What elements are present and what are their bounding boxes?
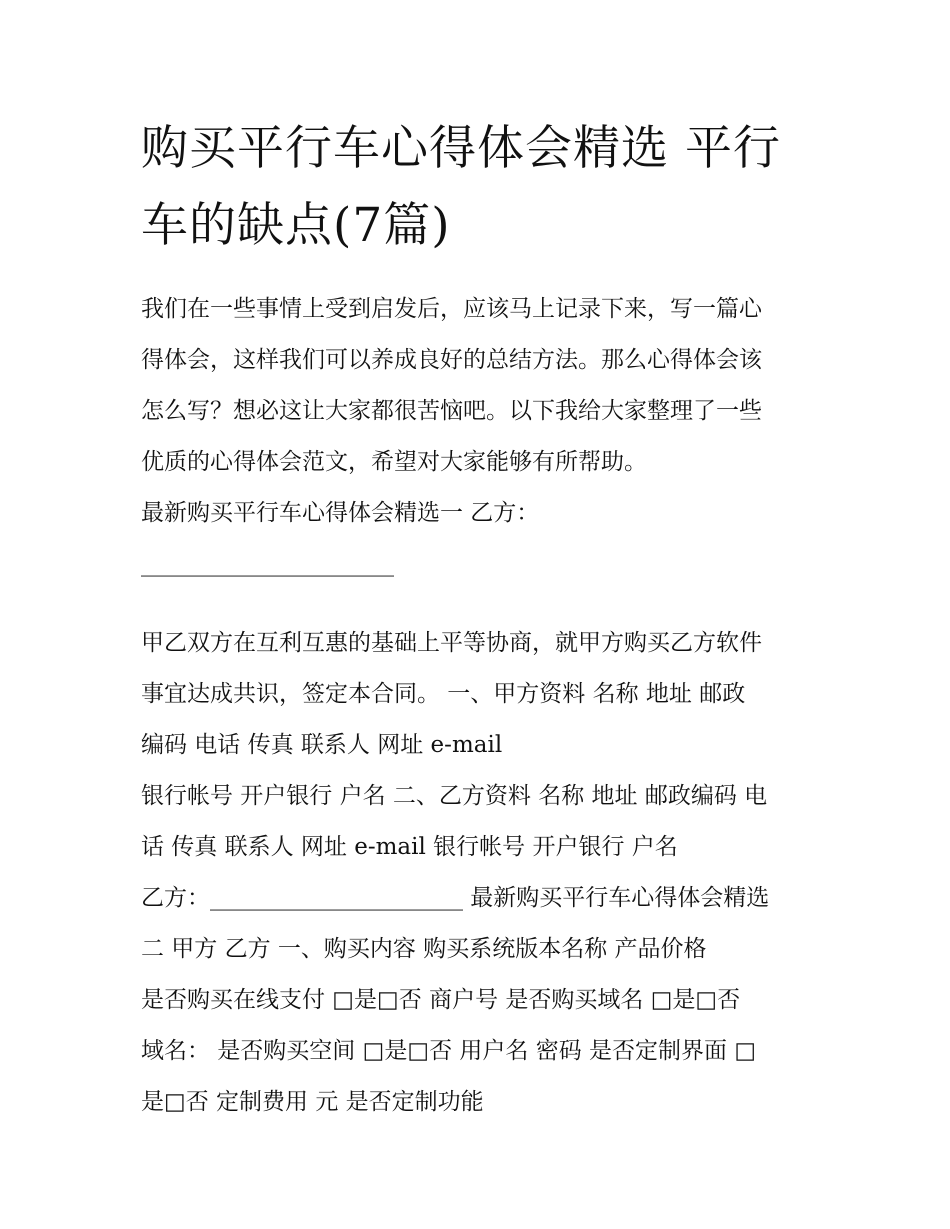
spacer bbox=[141, 590, 816, 618]
intro-line: 怎么写？想必这让大家都很苦恼吧。以下我给大家整理了一些 bbox=[141, 398, 762, 424]
body-line: 域名： 是否购买空间 □是□否 用户名 密码 是否定制界面 □ bbox=[141, 1038, 757, 1064]
body-line: 事宜达成共识，签定本合同。 一、甲方资料 名称 地址 邮政 bbox=[141, 681, 746, 707]
body-line: 二 甲方 乙方 一、购买内容 购买系统版本名称 产品价格 bbox=[141, 936, 707, 962]
body-line: 是□否 定制费用 元 是否定制功能 bbox=[141, 1089, 484, 1115]
intro-paragraph bbox=[141, 284, 816, 488]
body-line: 编码 电话 传真 联系人 网址 e-mail bbox=[141, 732, 503, 758]
body-line: 乙方：______________________ 最新购买平行车心得体会精选 bbox=[141, 885, 770, 911]
body-line: 是否购买在线支付 □是□否 商户号 是否购买域名 □是□否 bbox=[141, 987, 741, 1013]
body-line: 话 传真 联系人 网址 e-mail 银行帐号 开户银行 户名 bbox=[141, 834, 678, 860]
contract-body bbox=[141, 618, 816, 1128]
document-content bbox=[141, 110, 816, 1128]
title-line-2: 车的缺点(7篇) bbox=[141, 198, 451, 253]
title-line-1: 购买平行车心得体会精选 平行 bbox=[141, 121, 781, 176]
intro-line: 我们在一些事情上受到启发后，应该马上记录下来，写一篇心 bbox=[141, 296, 762, 322]
intro-line: 优质的心得体会范文，希望对大家能够有所帮助。 bbox=[141, 449, 647, 475]
section-heading: 最新购买平行车心得体会精选一 乙方： bbox=[141, 500, 540, 526]
body-line: 银行帐号 开户银行 户名 二、乙方资料 名称 地址 邮政编码 电 bbox=[141, 783, 768, 809]
document-title bbox=[141, 110, 816, 264]
intro-line: 得体会，这样我们可以养成良好的总结方法。那么心得体会该 bbox=[141, 347, 762, 373]
blank-signature-line: ______________________ bbox=[141, 551, 394, 577]
body-line: 甲乙双方在互利互惠的基础上平等协商，就甲方购买乙方软件 bbox=[141, 630, 762, 656]
